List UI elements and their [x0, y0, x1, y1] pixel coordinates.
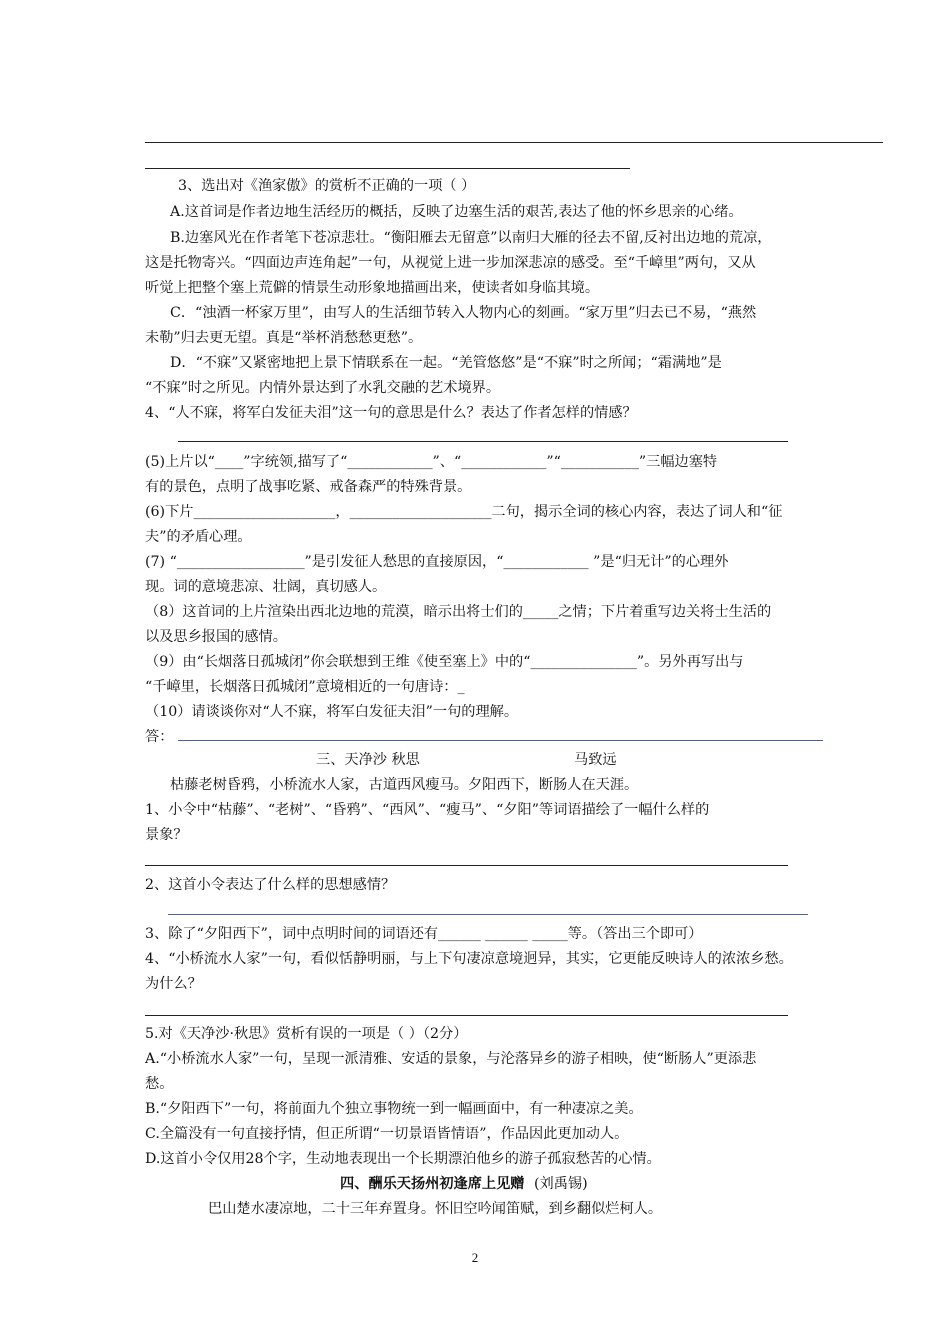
s3-option-a-cont: 愁。 [145, 1076, 174, 1092]
answer-line [178, 441, 788, 442]
question-5: (5)上片以“____”字统领,描写了“____________”、“____________”“___________”三幅边塞特 [145, 454, 718, 470]
s3-question-3: 3、除了“夕阳西下”，词中点明时间的词语还有______ ______ _____等。（答出三个即可） [145, 926, 703, 942]
s3-option-a: A.“小桥流水人家”一句，呈现一派清雅、安适的景象，与沦落异乡的游子相映，使“断肠人”更添悲 [145, 1051, 757, 1067]
answer-line [178, 740, 823, 741]
answer-line [168, 914, 808, 915]
section-4-poem: 巴山楚水凄凉地，二十三年弃置身。怀旧空吟闻笛赋，到乡翻似烂柯人。 [208, 1201, 663, 1217]
poem-text: 枯藤老树昏鸦，小桥流水人家，古道西风瘦马。夕阳西下，断肠人在天涯。 [170, 777, 639, 793]
answer-line [145, 865, 788, 866]
question-4: 4、“人不寐，将军白发征夫泪”这一句的意思是什么？表达了作者怎样的情感？ [145, 405, 637, 421]
option-c: C．“浊酒一杯家万里”，由写人的生活细节转入人物内心的刻画。“家万里”归去已不易，“燕然 [170, 305, 757, 321]
s3-question-1: 1、小令中“枯藤”、“老树”、“昏鸦”、“西风”、“瘦马”、“夕阳”等词语描绘了一幅什么样的 [145, 802, 710, 818]
option-b-cont: 这是托物寄兴。“四面边声连角起”一句，从视觉上进一步加深悲凉的感受。至“千嶂里”两句，又从 [145, 255, 756, 271]
s3-question-2: 2、这首小令表达了什么样的思想感情？ [145, 877, 396, 893]
s3-question-5: 5.对《天净沙·秋思》赏析有误的一项是（ ）（2分） [145, 1026, 468, 1042]
question-10: （10）请谈谈你对“人不寐，将军白发征夫泪”一句的理解。 [145, 704, 519, 720]
answer-label: 答： [145, 729, 174, 745]
s3-question-4: 4、“小桥流水人家”一句，看似恬静明丽，与上下句凄凉意境迥异，其实，它更能反映诗人的浓浓乡愁。 [145, 951, 793, 967]
option-c-cont: 未勒”归去更无望。真是“举杯消愁愁更愁”。 [145, 330, 423, 346]
answer-line [145, 142, 883, 143]
answer-line [145, 1015, 788, 1016]
section-4-author: (刘禹锡) [534, 1176, 588, 1192]
s3-option-c: C.全篇没有一句直接抒情，但正所谓“一切景语皆情语”，作品因此更加动人。 [145, 1126, 629, 1142]
question-6-cont: 夫”的矛盾心理。 [145, 529, 252, 545]
s3-option-d: D.这首小令仅用28个字，生动地表现出一个长期漂泊他乡的游子孤寂愁苦的心情。 [145, 1151, 661, 1167]
option-d-cont: “不寐”时之所见。内情外景达到了水乳交融的艺术境界。 [145, 380, 501, 396]
page-number: 2 [471, 1250, 479, 1265]
section-4-title: 四、酬乐天扬州初逢席上见赠 [340, 1176, 525, 1192]
s3-option-b: B.“夕阳西下”一句，将前面九个独立事物统一到一幅画面中，有一种凄凉之美。 [145, 1101, 643, 1117]
question-6: (6)下片____________________，____________________二句，揭示全词的核心内容，表达了词人和“征 [145, 504, 783, 520]
question-8-cont: 以及思乡报国的感情。 [145, 629, 287, 645]
question-7: (7) “__________________”是引发征人愁思的直接原因，“____________ ”是“归无计”的心理外 [145, 554, 729, 570]
question-8: （8）这首词的上片渲染出西北边地的荒漠，暗示出将士们的_____之情；下片着重写边关将士生活的 [145, 604, 772, 620]
answer-line [145, 168, 630, 169]
section-3-title: 三、天净沙 秋思 [316, 752, 420, 768]
section-3-author: 马致远 [574, 752, 617, 768]
s3-question-1-cont: 景象？ [145, 827, 188, 843]
question-9: （9）由“长烟落日孤城闭”你会联想到王维《使至塞上》中的“_______________”。另外再写出与 [145, 654, 744, 670]
question-5-cont: 有的景色，点明了战事吃紧、戒备森严的特殊背景。 [145, 479, 472, 495]
question-3: 3、选出对《渔家傲》的赏析不正确的一项（ ） [178, 178, 476, 194]
s3-question-4-cont: 为什么？ [145, 976, 202, 992]
question-9-cont: “千嶂里，长烟落日孤城闭”意境相近的一句唐诗：_ [145, 679, 465, 695]
question-7-cont: 现。词的意境悲凉、壮阔，真切感人。 [145, 579, 387, 595]
option-d: D．“不寐”又紧密地把上景下情联系在一起。“羌管悠悠”是“不寐”时之所闻；“霜满地”是 [170, 355, 722, 371]
option-b-cont: 听觉上把整个塞上荒僻的情景生动形象地描画出来，使读者如身临其境。 [145, 280, 600, 296]
option-b: B.边塞风光在作者笔下苍凉悲壮。“衡阳雁去无留意”以南归大雁的径去不留,反衬出边地的荒凉， [170, 230, 772, 246]
option-a: A.这首词是作者边地生活经历的概括，反映了边塞生活的艰苦,表达了他的怀乡思亲的心绪。 [170, 204, 743, 220]
